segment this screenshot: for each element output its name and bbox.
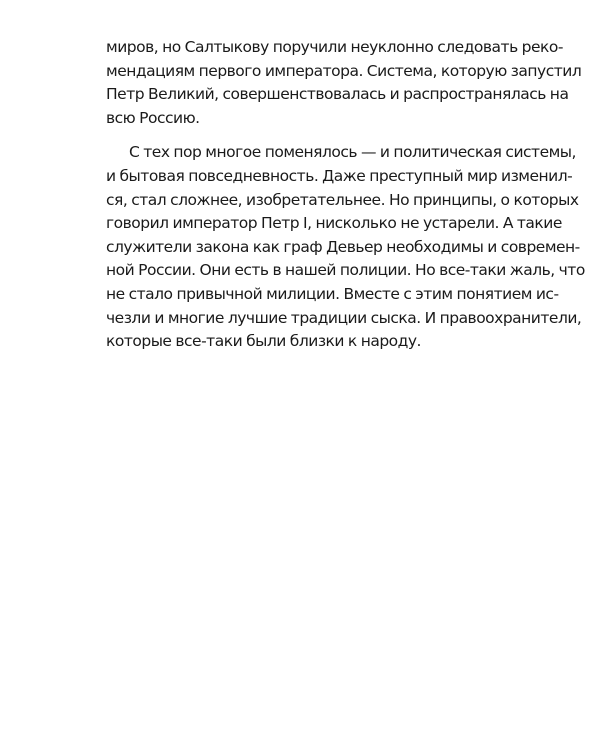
text-line: ной России. Они есть в нашей полиции. Но все-таки жаль, что: [106, 261, 585, 280]
text-line: которые все-таки были близки к народу.: [106, 332, 421, 351]
paragraph-2: [106, 141, 585, 353]
paragraph-1: [106, 36, 582, 130]
text-line: мендациям первого императора. Система, которую запустил: [106, 61, 582, 80]
text-line: служители закона как граф Девьер необходимы и современ-: [106, 237, 580, 256]
text-line: говорил император Петр I, нисколько не устарели. А такие: [106, 214, 562, 233]
text-line: миров, но Салтыкову поручили неуклонно следовать реко-: [106, 38, 563, 56]
text-line: чезли и многие лучшие традиции сыска. И правоохранители,: [106, 308, 582, 327]
text-line: Петр Великий, совершенствовалась и распространялась на: [106, 85, 569, 104]
text-line: С тех пор многое поменялось — и политическая системы,: [129, 143, 576, 162]
text-line: не стало привычной милиции. Вместе с этим понятием ис-: [106, 284, 559, 303]
text-line: ся, стал сложнее, изобретательнее. Но принципы, о которых: [106, 190, 579, 209]
text-line: и бытовая повседневность. Даже преступный мир изменил-: [106, 166, 573, 185]
page-text: [106, 36, 585, 354]
text-line: всю Россию.: [106, 108, 200, 127]
